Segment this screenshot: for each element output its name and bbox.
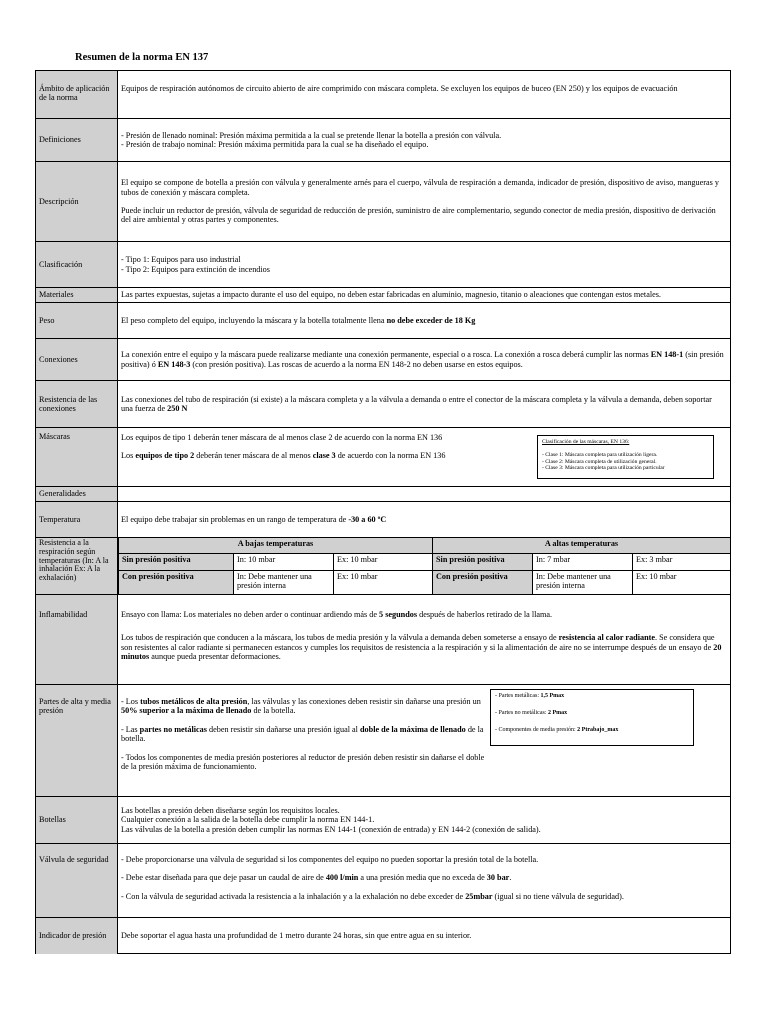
low-temp-header: A bajas temperaturas [118, 537, 432, 553]
high-con-ex: Ex: 10 mbar [632, 570, 730, 595]
high-sin-in: In: 7 mbar [532, 553, 632, 570]
row-label: Temperatura [36, 502, 118, 537]
high-sin-ex: Ex: 3 mbar [632, 553, 730, 570]
row-label: Válvula de seguridad [36, 844, 118, 917]
document-title: Resumen de la norma EN 137 [75, 52, 209, 63]
row-conexiones [36, 338, 730, 380]
row-label: Inflamabilidad [36, 595, 118, 684]
row-generalidades [36, 486, 730, 501]
row-body: Las conexiones del tubo de respiración (si existe) a la máscara completa y a la válvula a demanda o entre el conector de la máscara completa y la válvula a demanda, deben soportar una fuerza de 250 N [121, 394, 712, 413]
row-label: Partes de alta y media presión [36, 685, 118, 796]
row-body: Equipos de respiración autónomos de circuito abierto de aire comprimido con máscara completa. Se excluyen los equipos de buceo (EN 250) y los equipos de evacuación [121, 84, 678, 93]
low-con-in: In: Debe mantener una presión interna [233, 570, 333, 595]
row-definiciones [36, 118, 730, 161]
row-mascaras [36, 427, 730, 486]
row-label: Resistencia a la respiración según temperaturas (In: A la inhalación Ex: A la exhalación) [36, 538, 118, 594]
row-botellas [36, 796, 730, 843]
low-con-label: Con presión positiva [118, 570, 233, 595]
mask-class-note: Clasificación de las máscaras, EN 136: - Clase 1: Máscara completa para utilización ligera. - Clase 2: Máscara completa de utilización general. - Clase 3: Máscara completa para utilización particular [537, 435, 714, 479]
row-body: El equipo debe trabajar sin problemas en un rango de temperatura de -30 a 60 ºC [121, 514, 387, 524]
row-body: La conexión entre el equipo y la máscara puede realizarse mediante una conexión permanente, especial o a rosca. La conexión a rosca deberá cumplir las normas EN 148-1 (sin presión positiva) ó EN 148-3 (con presión positiva). Las roscas de acuerdo a la norma EN 148-2 no deben usarse en estos equipos. [121, 350, 724, 369]
pressure-note: - Partes metálicas: 1,5 Pmax - Partes no metálicas: 2 Pmax - Componentes de media presión: 2 Ptrabajo_max [490, 689, 694, 746]
low-sin-ex: Ex: 10 mbar [333, 553, 432, 570]
row-label: Clasificación [36, 242, 118, 287]
row-materiales [36, 287, 730, 302]
row-body [119, 487, 730, 501]
row-ambito [36, 71, 730, 118]
high-sin-label: Sin presión positiva [432, 553, 532, 570]
high-temp-header: A altas temperaturas [432, 537, 730, 553]
row-clasificacion [36, 241, 730, 287]
row-descripcion [36, 161, 730, 241]
row-body: Ensayo con llama: Los materiales no deben arder o continuar ardiendo más de 5 segundos después de haberlos retirado de la llama. Los tubos de respiración que conducen a la máscara, los tubos de media presión y la válvula a demanda deben someterse a ensayo de resistencia al calor radiante. Se considera que son resistentes al calor radiante si permanecen estancos y cumples los requisitos de resistencia a la respiración y si la alimentación de aire no se interrumpe después de un ensayo de 20 minutos aunque pueda presentar deformaciones. [121, 610, 722, 662]
row-label: Generalidades [36, 487, 118, 501]
row-body: El equipo se compone de botella a presión con válvula y generalmente arnés para el cuerpo, válvula de respiración a demanda, indicador de presión, dispositivo de aviso, mangueras y tubos de conexión y máscara completa. Puede incluir un reductor de presión, válvula de seguridad de reducción de presión, suministro de aire complementario, segundo conector de media presión, dispositivo de derivación del aire ambiental y otras partes y componentes. [121, 178, 719, 225]
row-body: - Tipo 1: Equipos para uso industrial - Tipo 2: Equipos para extinción de incendios [121, 255, 270, 274]
row-indicador-presion [36, 917, 730, 954]
row-temperatura [36, 501, 730, 537]
row-label: Conexiones [36, 339, 118, 380]
row-label: Materiales [36, 288, 118, 302]
row-body: Las botellas a presión deben diseñarse según los requisitos locales. Cualquier conexión a la salida de la botella debe cumplir la norma EN 144-1. Las válvulas de la botella a presión deben cumplir las normas EN 144-1 (conexión de entrada) y EN 144-2 (conexión de salida). [121, 805, 541, 834]
low-con-ex: Ex: 10 mbar [333, 570, 432, 595]
high-con-in: In: Debe mantener una presión interna [532, 570, 632, 595]
row-body: Las partes expuestas, sujetas a impacto durante el uso del equipo, no deben estar fabricadas en aluminio, magnesio, titanio o aleaciones que contengan estos metales. [121, 290, 661, 300]
row-label: Peso [36, 303, 118, 338]
row-body: El peso completo del equipo, incluyendo la máscara y la botella totalmente llena no debe exceder de 18 Kg [121, 315, 476, 325]
row-label: Botellas [36, 797, 118, 843]
low-sin-label: Sin presión positiva [118, 553, 233, 570]
row-body: - Presión de llenado nominal: Presión máxima permitida a la cual se pretende llenar la botella a presión con válvula. - Presión de trabajo nominal: Presión máxima permitida para la cual se ha diseñado el equipo. [121, 130, 502, 149]
row-label: Descripción [36, 162, 118, 241]
row-peso [36, 302, 730, 338]
row-label: Máscaras [36, 428, 118, 486]
row-label: Indicador de presión [36, 918, 118, 954]
row-body: - Los tubos metálicos de alta presión, las válvulas y las conexiones deben resistir sin dañarse una presión un 50% superior a la máxima de llenado de la botella. - Las partes no metálicas deben resistir sin dañarse una presión igual al doble de la máxima de llenado de la botella. - Todos los componentes de media presión posteriores al reductor de presión deben resistir sin dañarse el doble de la presión máxima de funcionamiento. [121, 697, 485, 772]
standard-summary-table [35, 70, 731, 954]
row-label: Definiciones [36, 119, 118, 161]
row-valvula-seguridad [36, 843, 730, 917]
row-body: Los equipos de tipo 1 deberán tener máscara de al menos clase 2 de acuerdo con la norma EN 136 Los equipos de tipo 2 deberán tener máscara de al menos clase 3 de acuerdo con la norma EN 136 [121, 433, 446, 461]
row-body: - Debe proporcionarse una válvula de seguridad si los componentes del equipo no pueden soportar la presión total de la botella. - Debe estar diseñada para que deje pasar un caudal de aire de 400 l/min a una presión media que no exceda de 30 bar. - Con la válvula de seguridad activada la resistencia a la inhalación y a la exhalación no debe exceder de 25mbar (igual si no tiene válvula de seguridad). [121, 855, 624, 901]
row-label: Ámbito de aplicación de la norma [36, 71, 118, 118]
row-resistencia-conexiones [36, 380, 730, 427]
low-sin-in: In: 10 mbar [233, 553, 333, 570]
row-inflamabilidad [36, 594, 730, 684]
row-partes-presion [36, 684, 730, 796]
high-con-label: Con presión positiva [432, 570, 532, 595]
row-label: Resistencia de las conexiones [36, 381, 118, 427]
row-body: Debe soportar el agua hasta una profundidad de 1 metro durante 24 horas, sin que entre agua en su interior. [121, 931, 472, 941]
row-resistencia-respiracion [36, 537, 730, 594]
